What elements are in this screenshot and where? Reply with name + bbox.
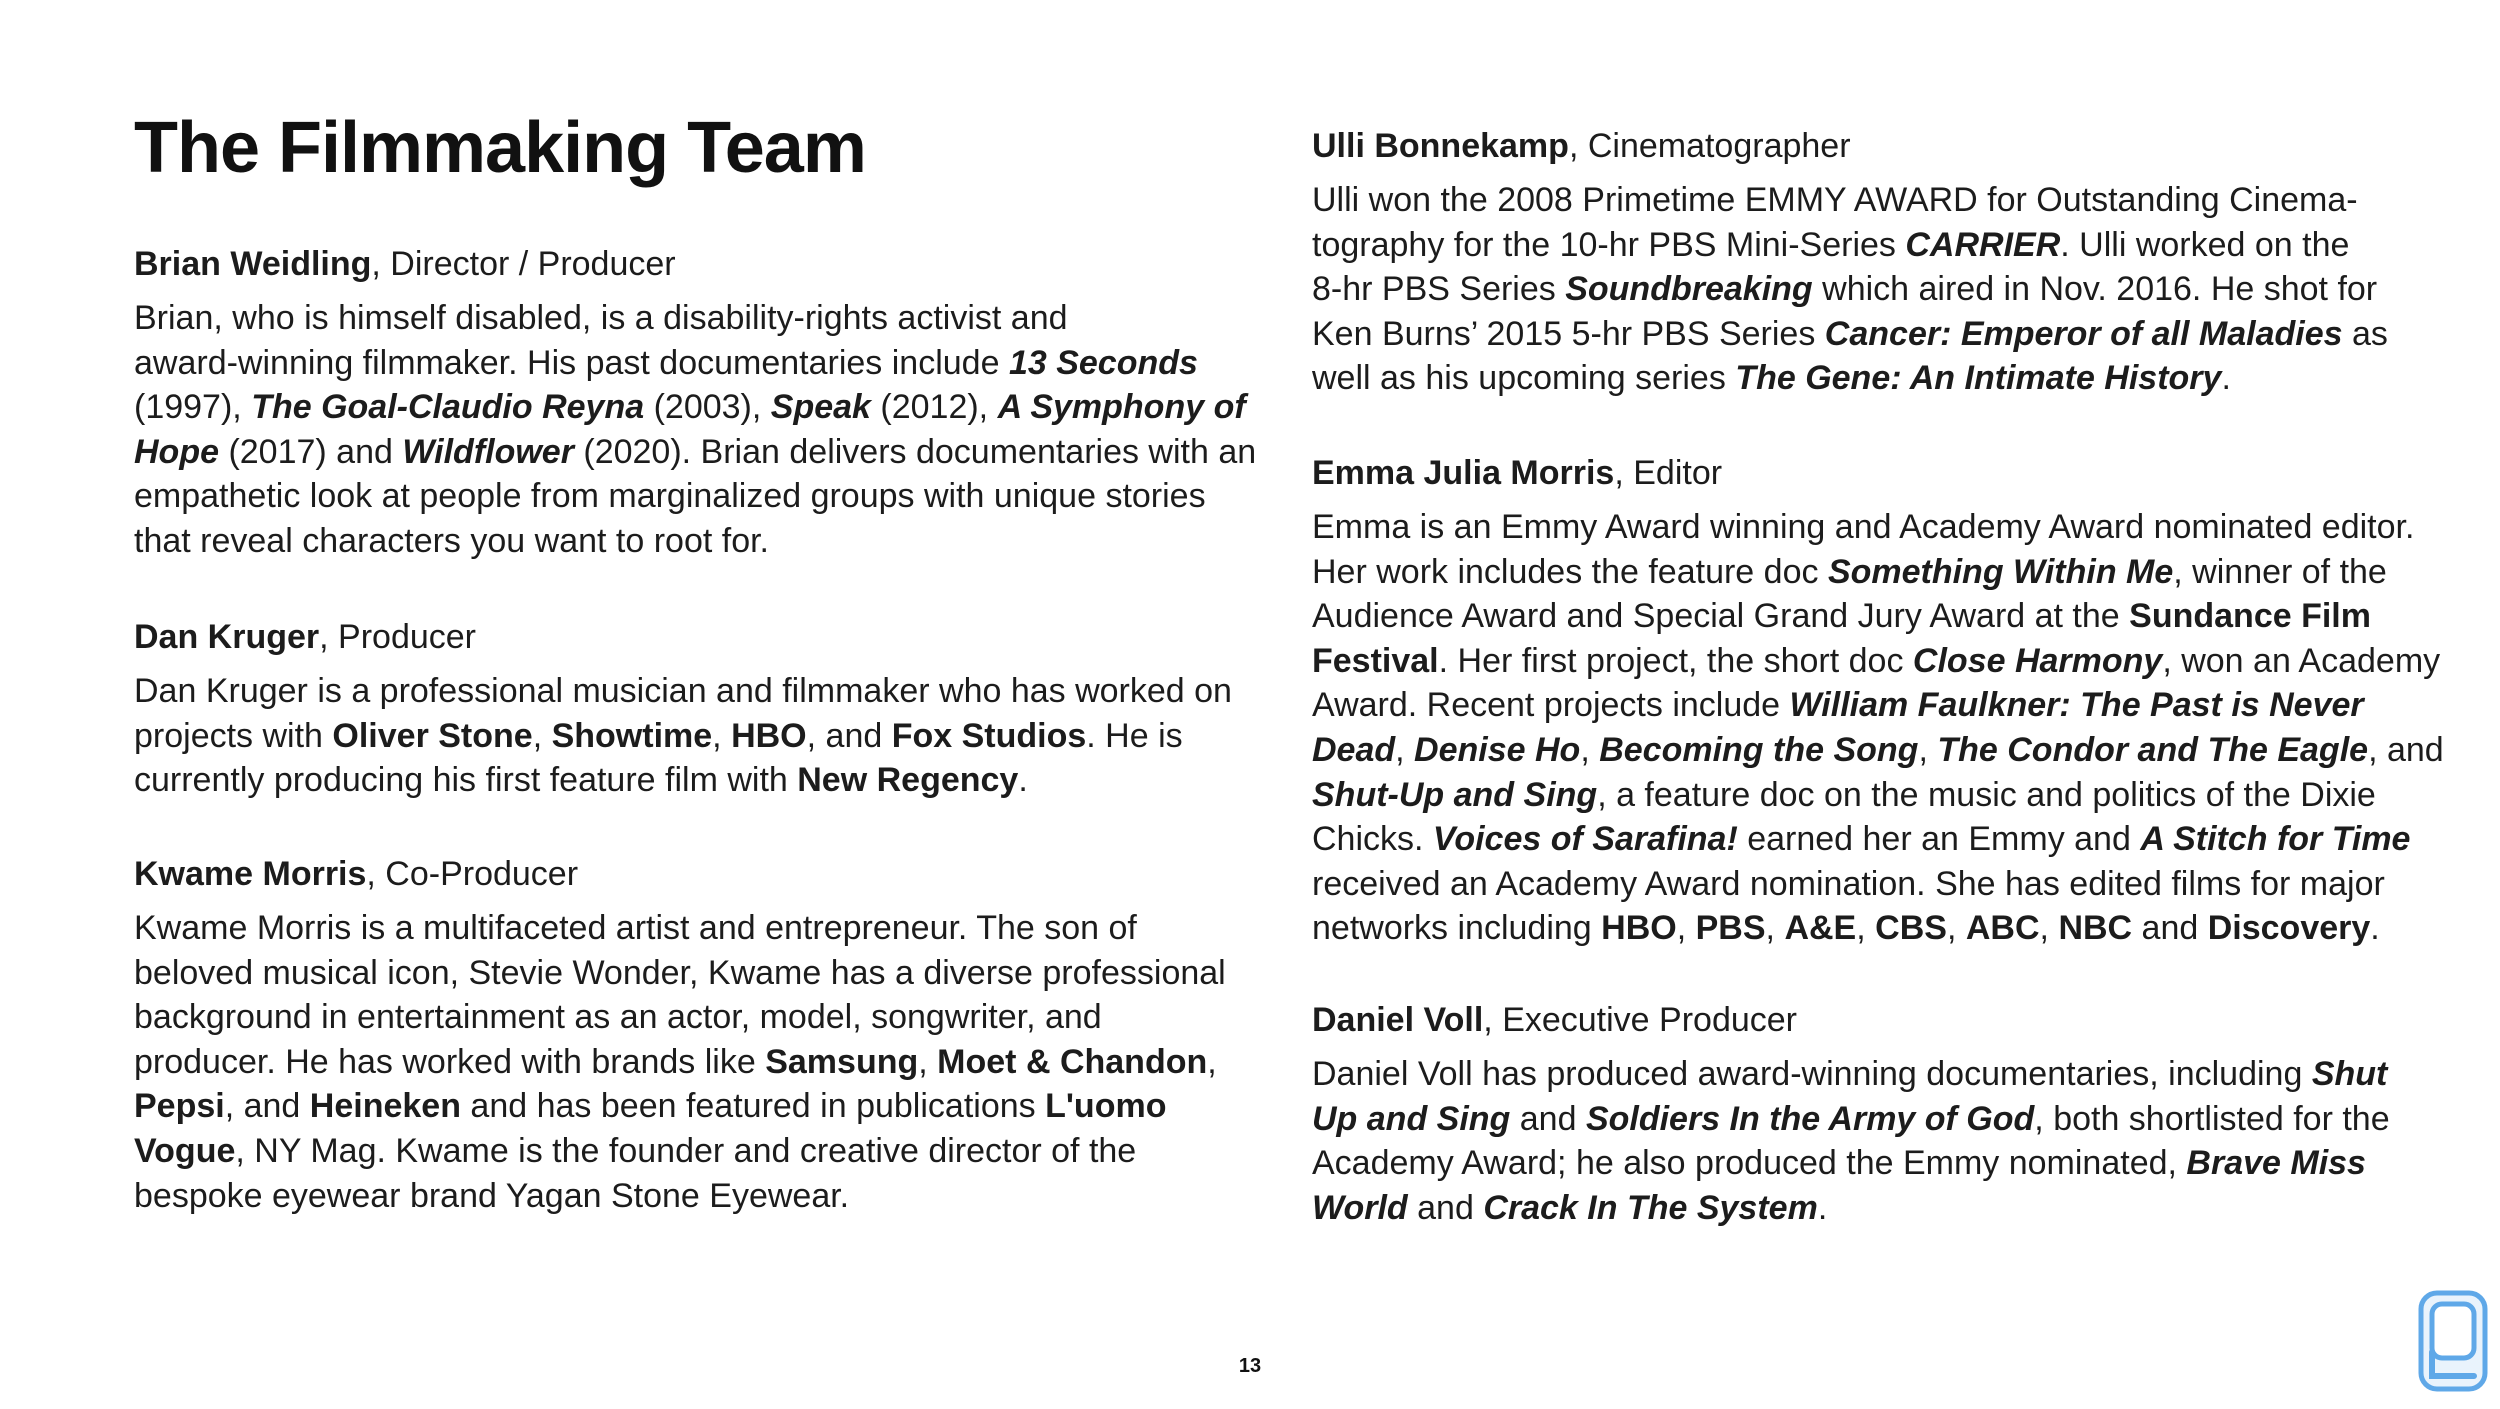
bio-text: which aired in Nov. 2016. He shot for <box>1812 270 2378 309</box>
bio-text: networks including <box>1312 909 1602 948</box>
bio-text: 8-hr PBS Series <box>1312 270 1566 309</box>
emphasis-text: World <box>1312 1188 1408 1227</box>
bio-line <box>1312 862 2422 907</box>
emphasis-text: Shut-Up and Sing <box>1312 775 1598 814</box>
member-name: Brian Weidling <box>134 245 372 283</box>
bio-line <box>1312 1052 2422 1097</box>
emphasis-text: Cancer: Emperor of all Maladies <box>1824 314 2343 353</box>
emphasis-text: Becoming the Song <box>1599 730 1919 769</box>
emphasis-text: Moet & Chandon <box>937 1042 1208 1081</box>
bio-line <box>134 1129 1244 1174</box>
emphasis-text: 13 Seconds <box>1008 343 1198 382</box>
emphasis-text: Fox Studios <box>891 716 1087 755</box>
bio-line <box>134 474 1244 519</box>
emphasis-text: Oliver Stone <box>332 716 533 755</box>
bio-text: , <box>712 716 732 755</box>
emphasis-text: Close Harmony <box>1912 641 2163 680</box>
emphasis-text: CARRIER <box>1905 225 2061 264</box>
member-bio <box>134 296 1257 564</box>
emphasis-text: Crack In The System <box>1483 1188 1818 1227</box>
bio-line <box>1312 267 2422 312</box>
emphasis-text: Showtime <box>551 716 713 755</box>
emphasis-text: Wildflower <box>402 432 574 471</box>
bio-line <box>134 385 1244 430</box>
emphasis-text: Brave Miss <box>2186 1144 2366 1183</box>
emphasis-text: Soundbreaking <box>1565 270 1813 309</box>
bio-line <box>1312 594 2422 639</box>
bio-text: , won an Academy <box>2162 641 2441 680</box>
bio-text: Ken Burns’ 2015 5-hr PBS Series <box>1312 314 1825 353</box>
bio-line <box>1312 178 2422 223</box>
emphasis-text: The Goal-Claudio Reyna <box>251 388 645 427</box>
bio-line <box>1312 728 2444 773</box>
emphasis-text: HBO <box>731 716 807 755</box>
bio-text: Ulli won the 2008 Primetime EMMY AWARD for Outstanding Cinema- <box>1312 181 2358 219</box>
bio-text: , <box>1580 730 1600 769</box>
member-role: , Executive Producer <box>1483 1001 1797 1039</box>
bio-text: tography for the 10-hr PBS Mini-Series <box>1312 225 1906 264</box>
member-role: , Co-Producer <box>366 855 579 893</box>
bio-text: Kwame Morris is a multifaceted artist and entrepreneur. The son of <box>134 909 1137 947</box>
bio-text: . <box>1817 1188 1828 1227</box>
bio-text: (2017) and <box>219 432 403 471</box>
bio-text: currently producing his first feature film with <box>134 761 798 800</box>
bio-text: received an Academy Award nomination. She has edited films for major <box>1312 864 2385 903</box>
member-emma-julia-morris <box>1312 453 2444 951</box>
member-name: Ulli Bonnekamp <box>1312 127 1569 165</box>
bio-line <box>1312 773 2422 818</box>
member-ulli-bonnekamp <box>1312 126 2422 401</box>
page-title: The Filmmaking Team <box>134 108 866 188</box>
bio-text: , <box>1946 909 1966 948</box>
emphasis-text: PBS <box>1695 909 1766 948</box>
bio-text: background in entertainment as an actor, model, songwriter, and <box>134 998 1102 1037</box>
emphasis-text: William Faulkner: The Past is Never <box>1789 686 2364 725</box>
bio-text: , both shortlisted for the <box>2034 1099 2390 1138</box>
bio-text: , NY Mag. Kwame is the founder and creative director of the <box>235 1131 1137 1170</box>
member-kwame-morris <box>134 854 1244 1218</box>
bio-line <box>1312 312 2422 357</box>
bio-text: , winner of the <box>2173 552 2387 591</box>
bio-line <box>1312 356 2422 401</box>
bio-line <box>134 296 1244 341</box>
bio-line <box>134 1084 1244 1129</box>
bio-text: . He is <box>1086 716 1183 755</box>
bio-text: (2003), <box>644 388 771 427</box>
member-daniel-voll <box>1312 1000 2422 1230</box>
bio-text: , <box>1207 1042 1217 1081</box>
bio-text: as <box>2342 314 2388 353</box>
emphasis-text: New Regency <box>797 761 1019 800</box>
bio-text: , and <box>2368 730 2444 769</box>
bio-text: award-winning filmmaker. His past documentaries include <box>134 343 1009 382</box>
bio-text: (1997), <box>134 388 252 427</box>
bio-text: earned her an Emmy and <box>1737 820 2141 859</box>
member-name: Dan Kruger <box>134 618 320 656</box>
emphasis-text: A Symphony of <box>997 388 1246 427</box>
bio-text: Academy Award; he also produced the Emmy nominated, <box>1312 1144 2187 1183</box>
bio-text: . Her first project, the short doc <box>1438 641 1913 680</box>
member-bio <box>1312 178 2422 401</box>
bio-text: Audience Award and Special Grand Jury Award at the <box>1312 597 2130 636</box>
emphasis-text: ABC <box>1965 909 2040 948</box>
bio-text: projects with <box>134 716 333 755</box>
bio-line <box>1312 639 2441 684</box>
emphasis-text: Dead <box>1312 730 1396 769</box>
emphasis-text: Samsung <box>765 1042 919 1081</box>
bio-text: bespoke eyewear brand Yagan Stone Eyewear. <box>134 1176 850 1215</box>
bio-text: and <box>1407 1188 1484 1227</box>
bio-text: and <box>1510 1099 1586 1138</box>
bio-text: and <box>2132 909 2208 948</box>
emphasis-text: Shut <box>2311 1055 2388 1093</box>
bio-text: well as his upcoming series <box>1312 359 1736 398</box>
bio-line <box>134 669 1244 714</box>
bio-text: Her work includes the feature doc <box>1312 552 1828 591</box>
member-brian-weidling <box>134 244 1257 564</box>
member-name: Emma Julia Morris <box>1312 454 1615 492</box>
bio-text: , <box>1765 909 1785 948</box>
bio-line <box>134 758 1244 803</box>
emphasis-text: Soldiers In the Army of God <box>1585 1099 2035 1138</box>
bio-text: , and <box>224 1087 310 1126</box>
bio-text: Award. Recent projects include <box>1312 686 1790 725</box>
member-name: Kwame Morris <box>134 855 367 893</box>
member-role: , Editor <box>1614 454 1723 492</box>
bio-text: Chicks. <box>1312 820 1433 859</box>
member-dan-kruger <box>134 617 1244 803</box>
bio-text: , <box>918 1042 938 1081</box>
emphasis-text: Denise Ho <box>1414 730 1581 769</box>
bio-text: . <box>2221 359 2231 398</box>
page-number: 13 <box>1238 1355 1262 1377</box>
bio-line <box>1312 1097 2422 1142</box>
bio-line <box>134 714 1244 759</box>
emphasis-text: Voices of Sarafina! <box>1432 820 1738 859</box>
member-bio <box>1312 505 2444 951</box>
bio-text: . Ulli worked on the <box>2060 225 2350 264</box>
bio-line <box>1312 1186 2422 1231</box>
emphasis-text: CBS <box>1875 909 1947 948</box>
emphasis-text: Speak <box>770 388 871 427</box>
bookmark-app-icon[interactable] <box>2418 1290 2488 1392</box>
member-name: Daniel Voll <box>1312 1001 1484 1039</box>
bio-text: and has been featured in publications <box>460 1087 1046 1126</box>
bio-line <box>1312 817 2422 862</box>
bio-text: Brian, who is himself disabled, is a disability-rights activist and <box>134 299 1068 337</box>
bio-text: beloved musical icon, Stevie Wonder, Kwame has a diverse professional <box>134 953 1226 992</box>
bio-line <box>134 430 1257 475</box>
member-role: , Producer <box>319 618 476 656</box>
emphasis-text: Heineken <box>309 1087 461 1126</box>
bio-text: Daniel Voll has produced award-winning documentaries, including <box>1312 1055 2312 1093</box>
emphasis-text: Discovery <box>2207 909 2371 948</box>
bio-text: , <box>1918 730 1938 769</box>
bio-text: , <box>532 716 552 755</box>
bio-text: empathetic look at people from marginalized groups with unique stories <box>134 477 1206 516</box>
bio-text: (2012), <box>870 388 998 427</box>
bio-line <box>1312 683 2422 728</box>
member-bio <box>1312 1052 2422 1230</box>
emphasis-text: Something Within Me <box>1827 552 2174 591</box>
emphasis-text: Up and Sing <box>1312 1099 1511 1138</box>
bio-line <box>134 519 1244 564</box>
bio-text: (2020). Brian delivers documentaries with an <box>573 432 1257 471</box>
emphasis-text: NBC <box>2058 909 2133 948</box>
bio-line <box>134 341 1244 386</box>
bio-line <box>1312 505 2422 550</box>
bio-line <box>1312 550 2422 595</box>
bio-line <box>134 1040 1244 1085</box>
emphasis-text: L'uomo <box>1045 1087 1167 1126</box>
bio-text: . <box>1018 761 1028 800</box>
bio-text: , <box>1856 909 1876 948</box>
bio-line <box>1312 906 2422 951</box>
member-bio <box>134 906 1244 1218</box>
bio-line <box>134 906 1244 951</box>
bio-text: that reveal characters you want to root for. <box>134 521 769 560</box>
member-role: , Director / Producer <box>371 245 676 283</box>
bio-text: producer. He has worked with brands like <box>134 1042 766 1081</box>
bio-line <box>134 1174 1244 1219</box>
bio-text: , <box>2039 909 2059 948</box>
emphasis-text: Pepsi <box>134 1087 225 1126</box>
emphasis-text: Sundance Film <box>2129 597 2371 636</box>
emphasis-text: A Stitch for Time <box>2140 820 2411 859</box>
bio-text: , <box>1395 730 1415 769</box>
bio-text: , <box>1676 909 1696 948</box>
bio-text: , a feature doc on the music and politics of the Dixie <box>1597 775 2376 814</box>
emphasis-text: The Condor and The Eagle <box>1937 730 2369 769</box>
bio-line <box>1312 1141 2422 1186</box>
bio-text: . <box>2370 909 2380 948</box>
bio-line <box>1312 223 2422 268</box>
bio-text: Dan Kruger is a professional musician and filmmaker who has worked on <box>134 672 1232 710</box>
bio-line <box>134 995 1244 1040</box>
bio-text: Emma is an Emmy Award winning and Academy Award nominated editor. <box>1312 508 2415 546</box>
emphasis-text: HBO <box>1601 909 1677 948</box>
member-role: , Cinematographer <box>1568 127 1851 165</box>
emphasis-text: A&E <box>1784 909 1857 948</box>
bio-line <box>134 951 1244 996</box>
member-bio <box>134 669 1244 803</box>
emphasis-text: Vogue <box>134 1131 236 1170</box>
bio-text: , and <box>806 716 892 755</box>
emphasis-text: Hope <box>134 432 219 471</box>
emphasis-text: The Gene: An Intimate History <box>1735 359 2222 398</box>
emphasis-text: Festival <box>1312 641 1439 680</box>
